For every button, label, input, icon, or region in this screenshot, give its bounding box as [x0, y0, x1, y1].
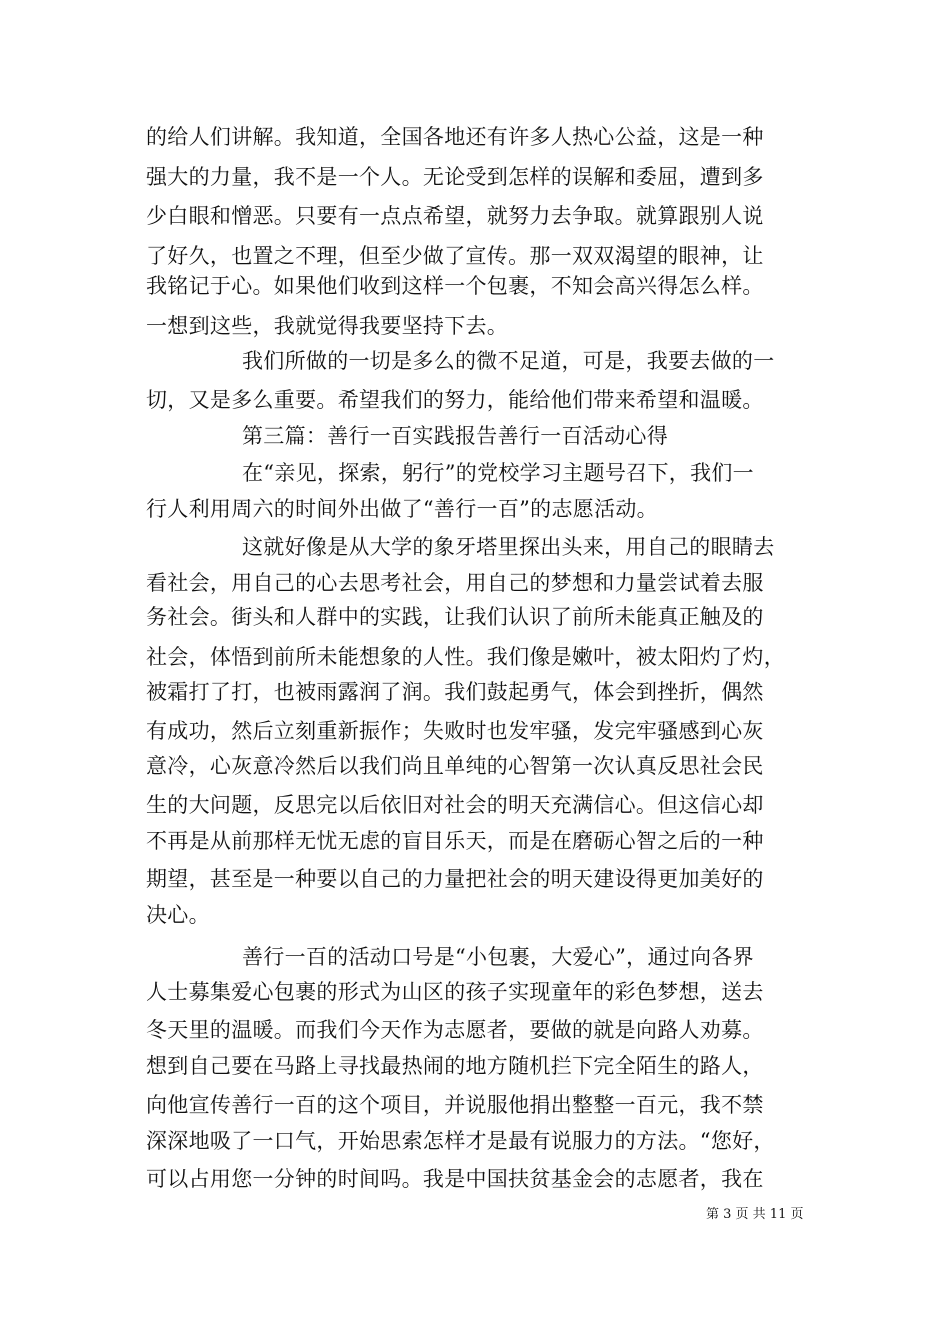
page-number-footer: 第 3 页 共 11 页 — [706, 1207, 804, 1222]
body-line-20: 不再是从前那样无忧无虑的盲目乐天，而是在磨砺心智之后的一种 — [146, 829, 764, 853]
body-line-11: 行人利用周六的时间外出做了“善行一百”的志愿活动。 — [146, 497, 658, 521]
body-line-13: 看社会，用自己的心去思考社会，用自己的梦想和力量尝试着去服 — [146, 571, 764, 595]
body-line-6: 一想到这些，我就觉得我要坚持下去。 — [146, 314, 509, 338]
body-line-4: 了好久，也置之不理，但至少做了宣传。那一双双渴望的眼神，让 — [146, 244, 764, 268]
body-line-3: 少白眼和憎恶。只要有一点点希望，就努力去争取。就算跟别人说 — [146, 204, 764, 228]
body-line-17: 有成功，然后立刻重新振作；失败时也发牢骚，发完牢骚感到心灰 — [146, 719, 764, 743]
body-line-24: 人士募集爱心包裹的形式为山区的孩子实现童年的彩色梦想，送去 — [146, 980, 764, 1004]
body-line-26: 想到自己要在马路上寻找最热闹的地方随机拦下完全陌生的路人， — [146, 1054, 764, 1078]
body-line-25: 冬天里的温暖。而我们今天作为志愿者，要做的就是向路人劝募。 — [146, 1018, 764, 1042]
section-heading: 第三篇：善行一百实践报告善行一百活动心得 — [242, 424, 668, 448]
body-line-10: 在“亲见，探索，躬行”的党校学习主题号召下，我们一 — [242, 461, 754, 485]
body-line-21: 期望，甚至是一种要以自己的力量把社会的明天建设得更加美好的 — [146, 867, 764, 891]
body-line-2: 强大的力量，我不是一个人。无论受到怎样的误解和委屈，遭到多 — [146, 165, 764, 189]
body-line-18: 意冷，心灰意冷然后以我们尚且单纯的心智第一次认真反思社会民 — [146, 754, 764, 778]
body-line-19: 生的大问题，反思完以后依旧对社会的明天充满信心。但这信心却 — [146, 793, 764, 817]
body-line-15: 社会，体悟到前所未能想象的人性。我们像是嫩叶，被太阳灼了灼， — [146, 645, 785, 669]
body-line-28: 深深地吸了一口气，开始思索怎样才是最有说服力的方法。“您好， — [146, 1129, 775, 1153]
body-line-27: 向他宣传善行一百的这个项目，并说服他捐出整整一百元，我不禁 — [146, 1093, 764, 1117]
body-line-8: 切，又是多么重要。希望我们的努力，能给他们带来希望和温暖。 — [146, 388, 764, 412]
body-line-7: 我们所做的一切是多么的微不足道，可是，我要去做的一 — [242, 349, 775, 373]
body-line-5: 我铭记于心。如果他们收到这样一个包裹，不知会高兴得怎么样。 — [146, 274, 764, 298]
body-line-29: 可以占用您一分钟的时间吗。我是中国扶贫基金会的志愿者，我在 — [146, 1167, 764, 1191]
body-line-1: 的给人们讲解。我知道，全国各地还有许多人热心公益，这是一种 — [146, 125, 764, 149]
body-line-16: 被霜打了打，也被雨露润了润。我们鼓起勇气，体会到挫折，偶然 — [146, 680, 764, 704]
body-line-12: 这就好像是从大学的象牙塔里探出头来，用自己的眼睛去 — [242, 535, 775, 559]
body-line-22: 决心。 — [146, 903, 210, 927]
body-line-14: 务社会。街头和人群中的实践，让我们认识了前所未能真正触及的 — [146, 605, 764, 629]
body-line-23: 善行一百的活动口号是“小包裹，大爱心”，通过向各界 — [242, 945, 754, 969]
